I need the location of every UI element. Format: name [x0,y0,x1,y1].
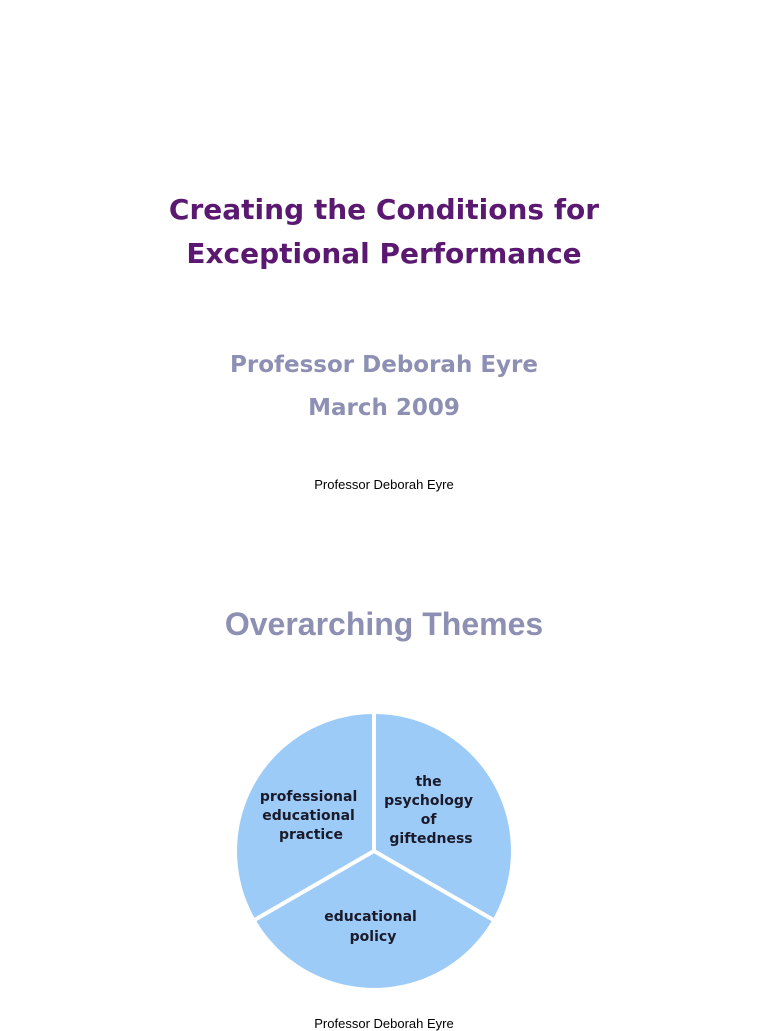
slide-footer: Professor Deborah Eyre [314,477,454,492]
presenter-name: Professor Deborah Eyre [230,352,538,378]
segment-label-psychology: the psychology of giftedness [384,774,474,847]
slide-footer: Professor Deborah Eyre [314,1016,454,1031]
section-title: Overarching Themes [224,606,544,642]
presentation-date: March 2009 [308,395,460,421]
title-line-2: Exceptional Performance [186,237,582,270]
segment-label-practice: professional educational practice [259,789,358,843]
slide-title [0,188,768,276]
themes-pie-diagram [228,706,518,996]
segment-label-policy: educational policy [324,909,417,945]
title-line-1: Creating the Conditions for [168,193,600,226]
